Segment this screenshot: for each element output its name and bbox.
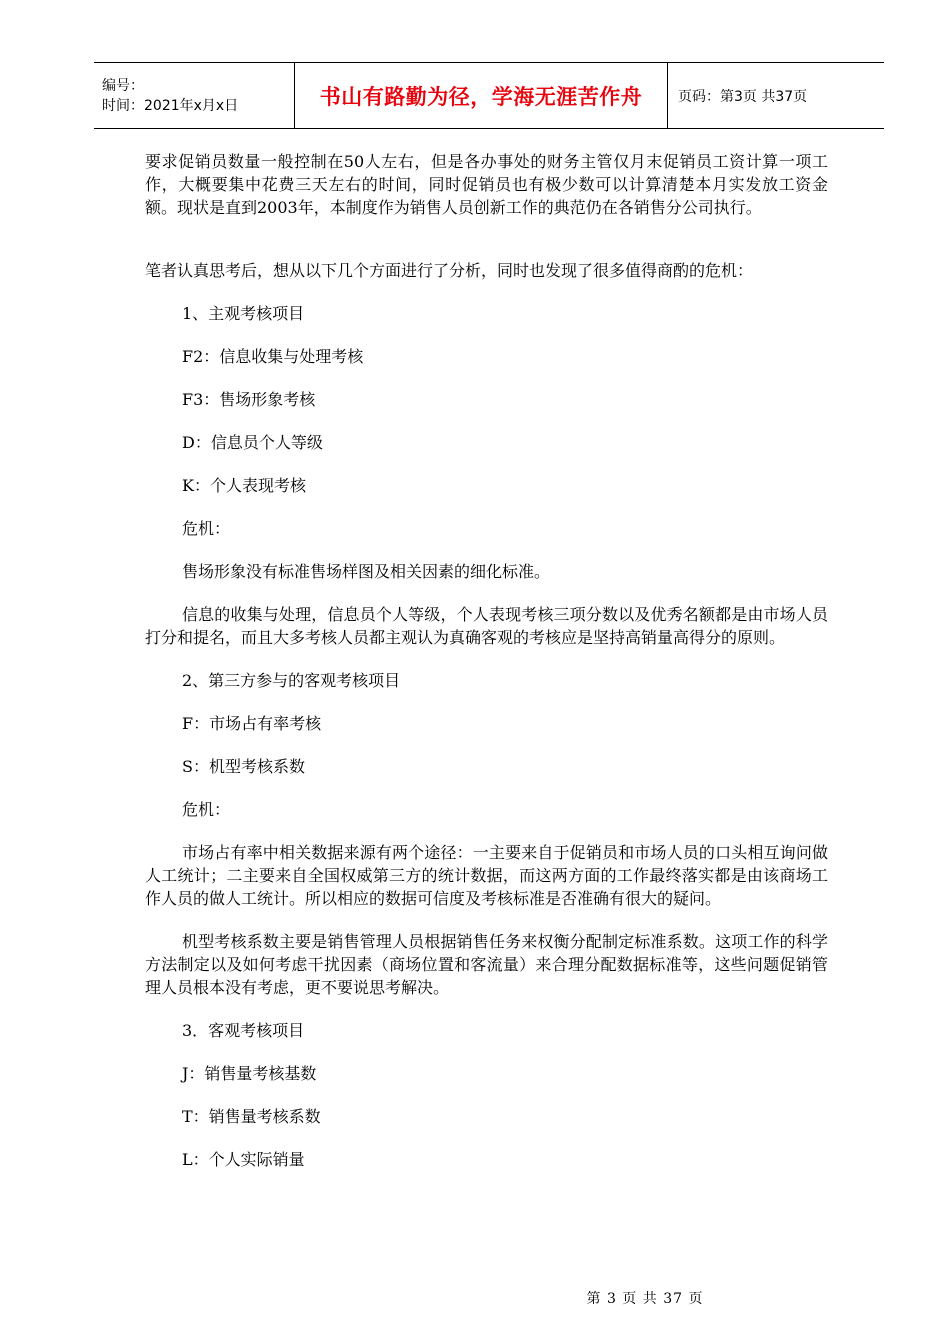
list-item: L：个人实际销量: [182, 1150, 305, 1169]
list-item: F2：信息收集与处理考核: [182, 347, 364, 366]
list-item: S：机型考核系数: [182, 757, 305, 776]
list-item: J：销售量考核基数: [182, 1064, 317, 1083]
crisis-label: 危机：: [182, 519, 231, 538]
list-item: T：销售量考核系数: [182, 1107, 321, 1126]
section-3-title: 3．客观考核项目: [182, 1021, 305, 1040]
time-label: 时间：2021年x月x日: [102, 97, 239, 114]
crisis-label: 危机：: [182, 800, 231, 819]
paragraph-intro: 要求促销员数量一般控制在50人左右，但是各办事处的财务主管仅月末促销员工资计算一项工作，大概要集中花费三天左右的时间，同时促销员也有极少数可以计算清楚本月实发放工资金额。现状是直到2003年，本制度作为销售人员创新工作的典范仍在各销售分公司执行。: [145, 152, 828, 217]
page-header: [94, 62, 884, 129]
list-item: F3：售场形象考核: [182, 390, 316, 409]
section-1-title: 1、主观考核项目: [182, 304, 305, 323]
crisis-paragraph: 市场占有率中相关数据来源有两个途径：一主要来自于促销员和市场人员的口头相互询问做人工统计；二主要来自全国权威第三方的统计数据，而这两方面的工作最终落实都是由该商场工作人员的做人工统计。所以相应的数据可信度及考核标准是否准确有很大的疑问。: [145, 843, 828, 908]
list-item: K：个人表现考核: [182, 476, 306, 495]
header-meta: [94, 63, 294, 128]
list-item: F：市场占有率考核: [182, 714, 322, 733]
list-item: D：信息员个人等级: [182, 433, 323, 452]
section-2-title: 2、第三方参与的客观考核项目: [182, 671, 401, 690]
spacer: [145, 239, 828, 259]
crisis-paragraph: 售场形象没有标准售场样图及相关因素的细化标准。: [182, 562, 551, 581]
paragraph-analysis: 笔者认真思考后，想从以下几个方面进行了分析，同时也发现了很多值得商酌的危机：: [145, 261, 754, 280]
crisis-paragraph: 信息的收集与处理，信息员个人等级，个人表现考核三项分数以及优秀名额都是由市场人员打分和提名，而且大多考核人员都主观认为真确客观的考核应是坚持高销量高得分的原则。: [145, 605, 828, 647]
header-page-info: 页码：第3页 共37页: [678, 88, 808, 105]
document-body: [145, 150, 828, 1191]
header-motto: 书山有路勤为径，学海无涯苦作舟: [294, 63, 668, 128]
serial-label: 编号：: [102, 77, 144, 94]
crisis-paragraph: 机型考核系数主要是销售管理人员根据销售任务来权衡分配制定标准系数。这项工作的科学方法制定以及如何考虑干扰因素（商场位置和客流量）来合理分配数据标准等，这些问题促销管理人员根本没有考虑，更不要说思考解决。: [145, 932, 828, 997]
page-footer: 第 3 页 共 37 页: [586, 1291, 704, 1307]
